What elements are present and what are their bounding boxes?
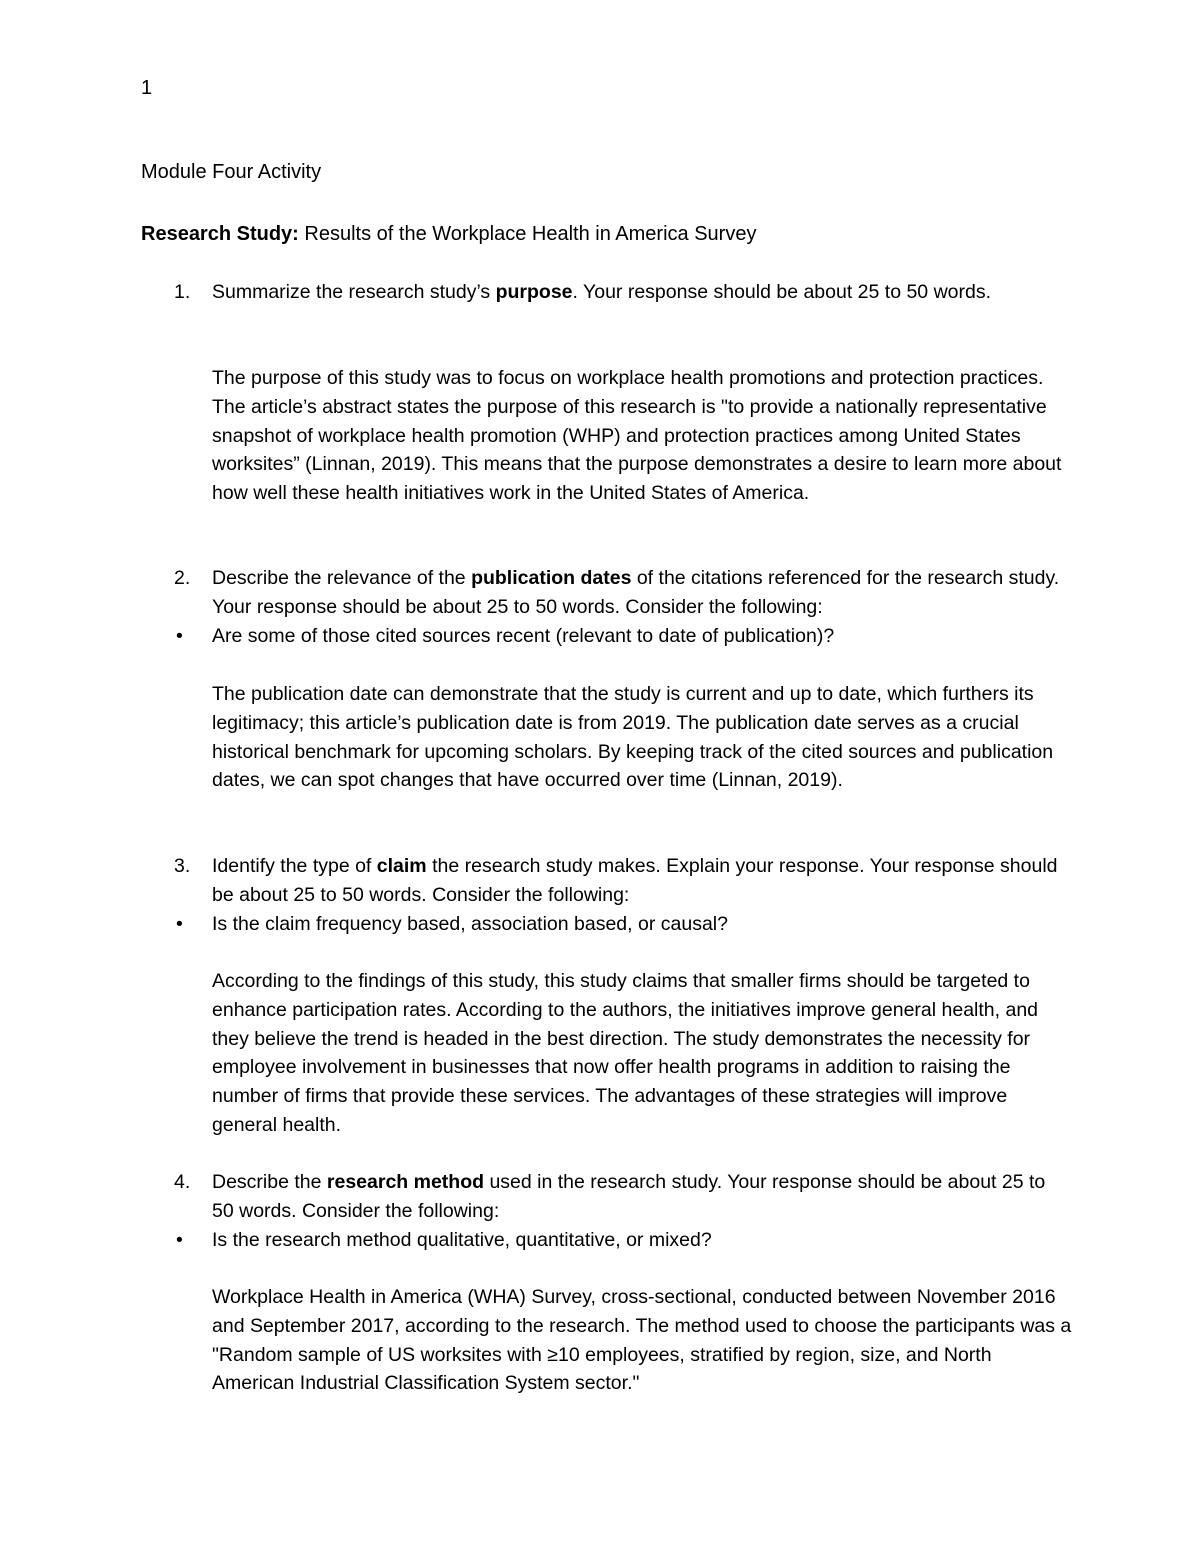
answer-1: The purpose of this study was to focus on workplace health promotions and protection practices. The article’s abstract states the purpose of this research is "to provide a nationally representative snapshot of workplace health promotion (WHP) and protection practices among United States worksites” (Linnan, 2019). This means that the purpose demonstrates a desire to learn more about how well these health initiatives work in the United States of America. — [212, 367, 1062, 505]
answer-4: Workplace Health in America (WHA) Survey, cross-sectional, conducted between November 2016 and September 2017, according to the research. The method used to choose the participants was a "Random sample of US worksites with ≥10 employees, stratified by region, size, and North American Industrial Classification System sector." — [212, 1286, 1072, 1395]
research-study-line — [141, 220, 756, 248]
bullet-item — [142, 1226, 1072, 1255]
bullet-icon: • — [176, 1228, 183, 1251]
prompt-text: the research study makes. Explain your response. Your response should be about 25 to 50 words. Consider the following: — [212, 855, 1058, 906]
prompt-text: . Your response should be about 25 to 50 words. — [572, 281, 992, 303]
question-number: 3. — [174, 855, 191, 877]
question-prompt — [212, 1168, 1072, 1226]
bullet-item — [142, 910, 1072, 939]
prompt-text: used in the research study. Your response should be about 25 to 50 words. Consider the following: — [212, 1171, 1046, 1222]
question-prompt — [212, 278, 1072, 307]
page-number: 1 — [141, 77, 153, 99]
bullet-icon: • — [176, 912, 183, 935]
prompt-text: Describe the — [212, 1171, 327, 1193]
prompt-keyword: publication dates — [471, 567, 632, 589]
prompt-keyword: purpose — [495, 281, 573, 303]
bullet-text: Is the claim frequency based, association based, or causal? — [212, 912, 728, 935]
page-title: Module Four Activity — [141, 161, 322, 183]
prompt-text: Describe the relevance of the — [212, 567, 472, 589]
question-4 — [174, 1168, 1072, 1254]
prompt-text: Summarize the research study’s — [212, 281, 496, 303]
prompt-keyword: research method — [326, 1171, 485, 1193]
question-prompt — [212, 852, 1072, 910]
bullet-item — [142, 622, 1072, 651]
answer-2: The publication date can demonstrate that the study is current and up to date, which furthers its legitimacy; this article’s publication date is from 2019. The publication date serves as a crucial historical benchmark for upcoming scholars. By keeping track of the cited sources and publication dates, we can spot changes that have occurred over time (Linnan, 2019). — [212, 683, 1054, 792]
research-study-value: Results of the Workplace Health in America Survey — [298, 223, 757, 245]
question-number: 4. — [174, 1171, 191, 1193]
question-2 — [174, 564, 1072, 650]
question-number: 2. — [174, 567, 191, 589]
question-prompt — [212, 564, 1072, 622]
question-1 — [174, 278, 1072, 307]
answer-3: According to the findings of this study, this study claims that smaller firms should be targeted to enhance participation rates. According to the authors, the initiatives improve general health, and they believe the trend is headed in the best direction. The study demonstrates the necessity for employee involvement in businesses that now offer health programs in addition to raising the number of firms that provide these services. The advantages of these strategies will improve general health. — [212, 970, 1039, 1136]
research-study-label: Research Study: — [141, 223, 299, 245]
bullet-text: Is the research method qualitative, quantitative, or mixed? — [212, 1228, 712, 1251]
bullet-text: Are some of those cited sources recent (relevant to date of publication)? — [212, 624, 835, 647]
question-number: 1. — [174, 281, 191, 303]
prompt-text: Identify the type of — [212, 855, 377, 877]
prompt-keyword: claim — [376, 855, 427, 877]
bullet-icon: • — [176, 624, 183, 647]
question-3 — [174, 852, 1072, 938]
prompt-text: of the citations referenced for the research study. Your response should be about 25 to 50 words. Consider the following: — [212, 567, 1060, 618]
